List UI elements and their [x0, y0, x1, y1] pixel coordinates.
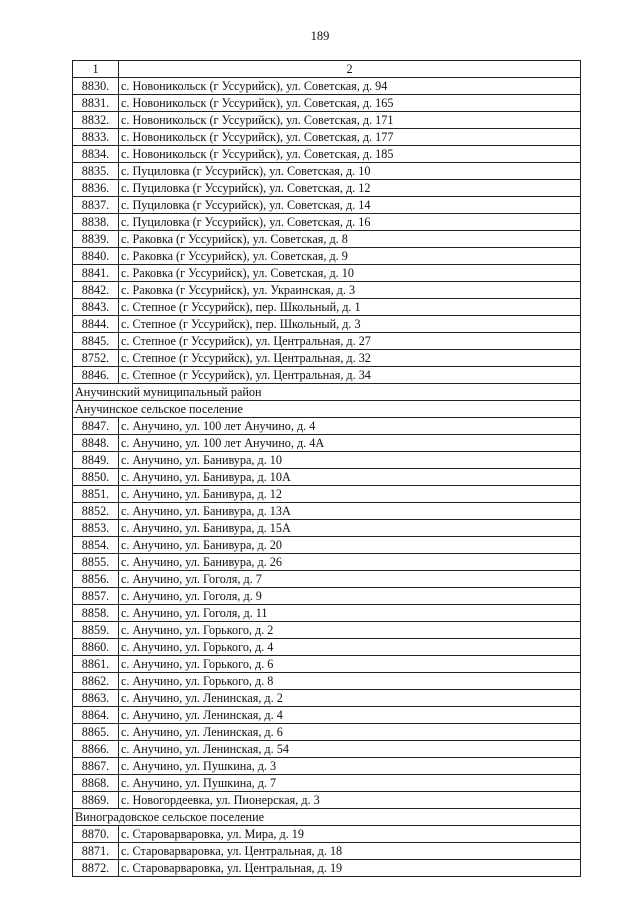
row-address: с. Анучино, ул. Гоголя, д. 11: [119, 605, 581, 622]
row-address: с. Новоникольск (г Уссурийск), ул. Советская, д. 94: [119, 78, 581, 95]
table-row: [73, 469, 581, 486]
table-row: [73, 367, 581, 384]
section-heading-row: [73, 809, 581, 826]
table-row: [73, 435, 581, 452]
row-address: с. Пуциловка (г Уссурийск), ул. Советская, д. 14: [119, 197, 581, 214]
column-header-number: 1: [73, 61, 119, 78]
row-number: 8854.: [73, 537, 119, 554]
table-row: [73, 554, 581, 571]
row-number: 8860.: [73, 639, 119, 656]
row-address: с. Анучино, ул. Пушкина, д. 7: [119, 775, 581, 792]
row-number: 8869.: [73, 792, 119, 809]
row-address: с. Степное (г Уссурийск), ул. Центральная, д. 27: [119, 333, 581, 350]
row-number: 8838.: [73, 214, 119, 231]
table-row: [73, 163, 581, 180]
row-number: 8866.: [73, 741, 119, 758]
table-row: [73, 741, 581, 758]
table-row: [73, 112, 581, 129]
row-number: 8839.: [73, 231, 119, 248]
row-number: 8858.: [73, 605, 119, 622]
table-row: [73, 690, 581, 707]
section-heading-row: [73, 384, 581, 401]
section-heading: Анучинский муниципальный район: [73, 384, 581, 401]
row-address: с. Анучино, ул. Ленинская, д. 6: [119, 724, 581, 741]
table-row: [73, 214, 581, 231]
table-row: [73, 571, 581, 588]
row-number: 8844.: [73, 316, 119, 333]
row-number: 8847.: [73, 418, 119, 435]
row-address: с. Староварваровка, ул. Центральная, д. 18: [119, 843, 581, 860]
row-address: с. Анучино, ул. Банивура, д. 26: [119, 554, 581, 571]
row-number: 8843.: [73, 299, 119, 316]
row-number: 8871.: [73, 843, 119, 860]
row-number: 8851.: [73, 486, 119, 503]
row-address: с. Анучино, ул. Пушкина, д. 3: [119, 758, 581, 775]
row-number: 8852.: [73, 503, 119, 520]
row-address: с. Новоникольск (г Уссурийск), ул. Советская, д. 165: [119, 95, 581, 112]
row-address: с. Анучино, ул. 100 лет Анучино, д. 4А: [119, 435, 581, 452]
table-row: [73, 724, 581, 741]
row-number: 8752.: [73, 350, 119, 367]
table-row: [73, 860, 581, 877]
row-address: с. Анучино, ул. Ленинская, д. 54: [119, 741, 581, 758]
row-address: с. Степное (г Уссурийск), пер. Школьный, д. 1: [119, 299, 581, 316]
table-row: [73, 231, 581, 248]
row-number: 8867.: [73, 758, 119, 775]
row-number: 8850.: [73, 469, 119, 486]
row-number: 8834.: [73, 146, 119, 163]
row-number: 8848.: [73, 435, 119, 452]
table-row: [73, 95, 581, 112]
table-row: [73, 265, 581, 282]
row-address: с. Анучино, ул. 100 лет Анучино, д. 4: [119, 418, 581, 435]
row-number: 8857.: [73, 588, 119, 605]
row-address: с. Пуциловка (г Уссурийск), ул. Советская, д. 10: [119, 163, 581, 180]
section-heading: Виноградовское сельское поселение: [73, 809, 581, 826]
row-number: 8865.: [73, 724, 119, 741]
row-address: с. Анучино, ул. Ленинская, д. 2: [119, 690, 581, 707]
row-number: 8840.: [73, 248, 119, 265]
table-header-row: [73, 61, 581, 78]
table-row: [73, 656, 581, 673]
row-address: с. Анучино, ул. Банивура, д. 10А: [119, 469, 581, 486]
row-address: с. Новоникольск (г Уссурийск), ул. Советская, д. 185: [119, 146, 581, 163]
section-heading-row: [73, 401, 581, 418]
table-row: [73, 826, 581, 843]
row-address: с. Степное (г Уссурийск), пер. Школьный, д. 3: [119, 316, 581, 333]
row-address: с. Пуциловка (г Уссурийск), ул. Советская, д. 16: [119, 214, 581, 231]
row-address: с. Староварваровка, ул. Центральная, д. 19: [119, 860, 581, 877]
table-row: [73, 758, 581, 775]
row-number: 8861.: [73, 656, 119, 673]
row-number: 8872.: [73, 860, 119, 877]
table-row: [73, 316, 581, 333]
page-number: 189: [310, 29, 330, 43]
row-number: 8830.: [73, 78, 119, 95]
table-row: [73, 775, 581, 792]
row-address: с. Анучино, ул. Горького, д. 4: [119, 639, 581, 656]
row-number: 8835.: [73, 163, 119, 180]
table-row: [73, 622, 581, 639]
row-address: с. Анучино, ул. Банивура, д. 13А: [119, 503, 581, 520]
table-row: [73, 843, 581, 860]
table-body: [73, 78, 581, 877]
column-header-address: 2: [119, 61, 581, 78]
row-number: 8846.: [73, 367, 119, 384]
row-address: с. Раковка (г Уссурийск), ул. Советская, д. 8: [119, 231, 581, 248]
row-address: с. Новоникольск (г Уссурийск), ул. Советская, д. 177: [119, 129, 581, 146]
row-address: с. Анучино, ул. Горького, д. 6: [119, 656, 581, 673]
row-address: с. Пуциловка (г Уссурийск), ул. Советская, д. 12: [119, 180, 581, 197]
row-number: 8870.: [73, 826, 119, 843]
row-address: с. Раковка (г Уссурийск), ул. Украинская, д. 3: [119, 282, 581, 299]
table-row: [73, 129, 581, 146]
table-row: [73, 350, 581, 367]
row-address: с. Староварваровка, ул. Мира, д. 19: [119, 826, 581, 843]
table-row: [73, 520, 581, 537]
row-address: с. Анучино, ул. Гоголя, д. 9: [119, 588, 581, 605]
table-row: [73, 248, 581, 265]
row-number: 8859.: [73, 622, 119, 639]
row-number: 8831.: [73, 95, 119, 112]
row-address: с. Степное (г Уссурийск), ул. Центральная, д. 32: [119, 350, 581, 367]
row-address: с. Анучино, ул. Банивура, д. 15А: [119, 520, 581, 537]
table-row: [73, 333, 581, 350]
row-address: с. Новоникольск (г Уссурийск), ул. Советская, д. 171: [119, 112, 581, 129]
row-number: 8842.: [73, 282, 119, 299]
row-address: с. Анучино, ул. Банивура, д. 20: [119, 537, 581, 554]
table-row: [73, 418, 581, 435]
row-number: 8841.: [73, 265, 119, 282]
table-row: [73, 299, 581, 316]
row-number: 8849.: [73, 452, 119, 469]
row-address: с. Анучино, ул. Банивура, д. 12: [119, 486, 581, 503]
section-heading: Анучинское сельское поселение: [73, 401, 581, 418]
table-row: [73, 78, 581, 95]
address-table: [72, 60, 581, 877]
row-number: 8862.: [73, 673, 119, 690]
row-number: 8836.: [73, 180, 119, 197]
row-number: 8837.: [73, 197, 119, 214]
row-address: с. Анучино, ул. Ленинская, д. 4: [119, 707, 581, 724]
row-number: 8853.: [73, 520, 119, 537]
row-address: с. Новогордеевка, ул. Пионерская, д. 3: [119, 792, 581, 809]
table-row: [73, 146, 581, 163]
table-row: [73, 486, 581, 503]
row-number: 8845.: [73, 333, 119, 350]
row-address: с. Анучино, ул. Горького, д. 2: [119, 622, 581, 639]
row-address: с. Раковка (г Уссурийск), ул. Советская, д. 9: [119, 248, 581, 265]
row-number: 8855.: [73, 554, 119, 571]
table-row: [73, 707, 581, 724]
row-address: с. Степное (г Уссурийск), ул. Центральная, д. 34: [119, 367, 581, 384]
table-row: [73, 503, 581, 520]
row-number: 8833.: [73, 129, 119, 146]
table-row: [73, 282, 581, 299]
table-row: [73, 792, 581, 809]
table-row: [73, 537, 581, 554]
row-number: 8856.: [73, 571, 119, 588]
table-row: [73, 673, 581, 690]
table-row: [73, 639, 581, 656]
row-number: 8832.: [73, 112, 119, 129]
table-row: [73, 197, 581, 214]
row-number: 8864.: [73, 707, 119, 724]
row-address: с. Раковка (г Уссурийск), ул. Советская, д. 10: [119, 265, 581, 282]
row-number: 8868.: [73, 775, 119, 792]
table-row: [73, 588, 581, 605]
row-address: с. Анучино, ул. Банивура, д. 10: [119, 452, 581, 469]
row-address: с. Анучино, ул. Гоголя, д. 7: [119, 571, 581, 588]
row-number: 8863.: [73, 690, 119, 707]
table-row: [73, 605, 581, 622]
table-row: [73, 452, 581, 469]
row-address: с. Анучино, ул. Горького, д. 8: [119, 673, 581, 690]
table-row: [73, 180, 581, 197]
